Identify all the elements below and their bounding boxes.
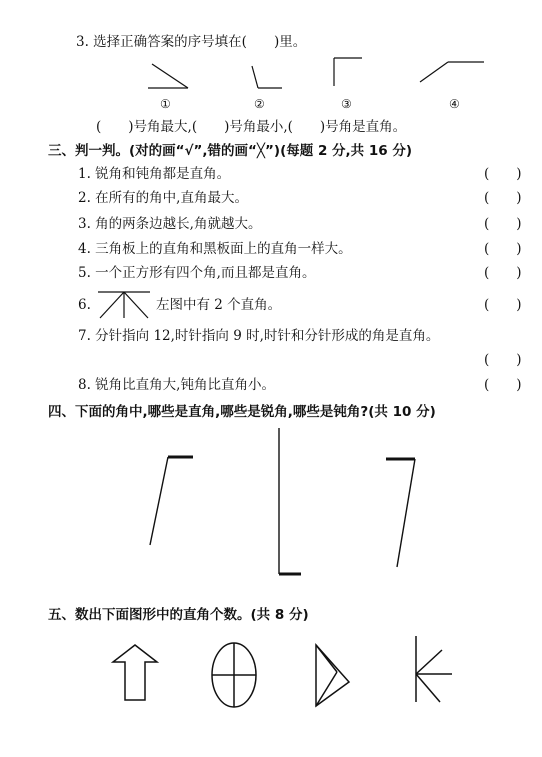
angle-2-figure — [252, 66, 282, 88]
section4-angles — [150, 428, 415, 574]
item-4: 4. 三角板上的直角和黑板面上的直角一样大。 — [78, 241, 352, 257]
item-6-answer-blank[interactable]: ( ) — [484, 297, 522, 313]
angle-3-label: ③ — [341, 97, 352, 111]
item-8-answer-blank[interactable]: ( ) — [484, 377, 522, 393]
angle-1-label: ① — [160, 97, 171, 111]
section3-title: 三、判一判。(对的画“√”,错的画“╳”)(每题 2 分,共 16 分) — [48, 143, 413, 159]
q3-answer-line: ( )号角最大,( )号角最小,( )号角是直角。 — [96, 119, 407, 135]
item-2: 2. 在所有的角中,直角最大。 — [78, 190, 248, 206]
item-6-text: 左图中有 2 个直角。 — [156, 297, 282, 313]
item-2-answer-blank[interactable]: ( ) — [484, 190, 522, 206]
item-4-answer-blank[interactable]: ( ) — [484, 241, 522, 257]
item-1-answer-blank[interactable]: ( ) — [484, 166, 522, 182]
angle-1-figure — [148, 64, 188, 88]
item-8: 8. 锐角比直角大,钝角比直角小。 — [78, 377, 275, 393]
angle-2-label: ② — [254, 97, 265, 111]
angle-3-figure — [334, 58, 362, 86]
item-7: 7. 分针指向 12,时针指向 9 时,时针和分针形成的角是直角。 — [78, 328, 440, 344]
item-3-answer-blank[interactable]: ( ) — [484, 216, 522, 232]
section4-title: 四、下面的角中,哪些是直角,哪些是锐角,哪些是钝角?(共 10 分) — [48, 404, 436, 420]
angle-4-figure — [420, 62, 484, 82]
q3-stem: 3. 选择正确答案的序号填在( )里。 — [76, 34, 307, 50]
section5-shapes — [113, 636, 452, 707]
section5-title: 五、数出下面图形中的直角个数。(共 8 分) — [48, 607, 309, 623]
item-3: 3. 角的两条边越长,角就越大。 — [78, 216, 262, 232]
item6-figure — [98, 292, 150, 318]
item-7-answer-blank[interactable]: ( ) — [484, 352, 522, 368]
item-1: 1. 锐角和钝角都是直角。 — [78, 166, 231, 182]
angle-4-label: ④ — [449, 97, 460, 111]
item-6-number: 6. — [78, 297, 91, 313]
item-5: 5. 一个正方形有四个角,而且都是直角。 — [78, 265, 316, 281]
item-5-answer-blank[interactable]: ( ) — [484, 265, 522, 281]
